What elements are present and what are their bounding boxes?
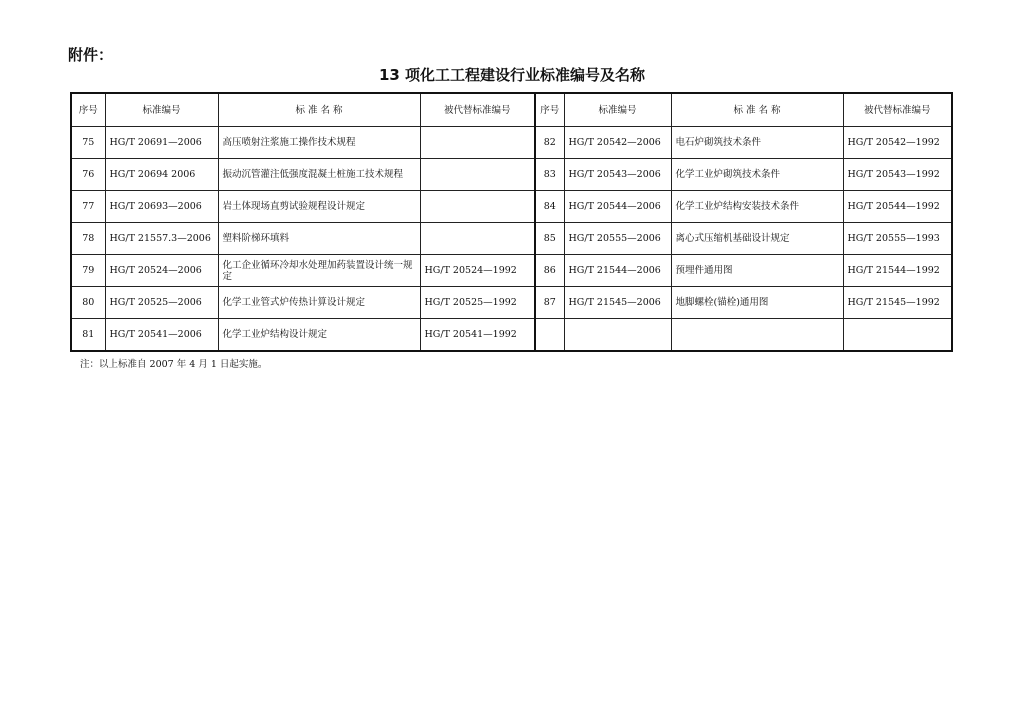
left-no-cell: 78 bbox=[71, 223, 105, 255]
attachment-label: 附件： bbox=[68, 46, 114, 64]
left-name-cell: 化学工业炉结构设计规定 bbox=[218, 319, 420, 352]
right-code-cell: HG/T 20544—2006 bbox=[564, 191, 671, 223]
right-no-cell: 82 bbox=[535, 127, 564, 159]
left-replaced-cell bbox=[420, 223, 535, 255]
left-replaced-cell: HG/T 20541—1992 bbox=[420, 319, 535, 352]
right-replaced-cell: HG/T 20555—1993 bbox=[843, 223, 952, 255]
left-replaced-cell bbox=[420, 127, 535, 159]
header-no-left: 序号 bbox=[71, 93, 105, 127]
header-name-right: 标 准 名 称 bbox=[671, 93, 843, 127]
right-name-cell: 化学工业炉结构安装技术条件 bbox=[671, 191, 843, 223]
left-replaced-cell bbox=[420, 159, 535, 191]
right-code-cell bbox=[564, 319, 671, 352]
left-no-cell: 79 bbox=[71, 255, 105, 287]
table-header-row bbox=[71, 93, 952, 127]
right-name-cell: 化学工业炉砌筑技术条件 bbox=[671, 159, 843, 191]
table-row bbox=[71, 287, 952, 319]
left-code-cell: HG/T 20691—2006 bbox=[105, 127, 218, 159]
standards-table bbox=[70, 92, 953, 352]
right-no-cell: 86 bbox=[535, 255, 564, 287]
right-name-cell: 电石炉砌筑技术条件 bbox=[671, 127, 843, 159]
left-name-cell: 岩土体现场直剪试验规程设计规定 bbox=[218, 191, 420, 223]
right-name-cell bbox=[671, 319, 843, 352]
left-no-cell: 81 bbox=[71, 319, 105, 352]
table-row bbox=[71, 223, 952, 255]
left-name-cell: 高压喷射注浆施工操作技术规程 bbox=[218, 127, 420, 159]
header-code-right: 标准编号 bbox=[564, 93, 671, 127]
left-code-cell: HG/T 20525—2006 bbox=[105, 287, 218, 319]
left-replaced-cell: HG/T 20525—1992 bbox=[420, 287, 535, 319]
document-title: 13 项化工工程建设行业标准编号及名称 bbox=[378, 66, 646, 84]
right-code-cell: HG/T 20542—2006 bbox=[564, 127, 671, 159]
header-no-right: 序号 bbox=[535, 93, 564, 127]
right-name-cell: 离心式压缩机基础设计规定 bbox=[671, 223, 843, 255]
right-no-cell: 87 bbox=[535, 287, 564, 319]
left-no-cell: 80 bbox=[71, 287, 105, 319]
left-name-cell: 化学工业管式炉传热计算设计规定 bbox=[218, 287, 420, 319]
left-no-cell: 76 bbox=[71, 159, 105, 191]
left-name-cell: 化工企业循环冷却水处理加药装置设计统一规定 bbox=[218, 255, 420, 287]
left-no-cell: 77 bbox=[71, 191, 105, 223]
right-name-cell: 地脚螺栓(锚栓)通用图 bbox=[671, 287, 843, 319]
left-replaced-cell bbox=[420, 191, 535, 223]
left-code-cell: HG/T 20693—2006 bbox=[105, 191, 218, 223]
right-replaced-cell: HG/T 20542—1992 bbox=[843, 127, 952, 159]
right-code-cell: HG/T 21544—2006 bbox=[564, 255, 671, 287]
header-replaced-right: 被代替标准编号 bbox=[843, 93, 952, 127]
right-replaced-cell: HG/T 20543—1992 bbox=[843, 159, 952, 191]
table-row bbox=[71, 159, 952, 191]
header-name-left: 标 准 名 称 bbox=[218, 93, 420, 127]
left-code-cell: HG/T 21557.3—2006 bbox=[105, 223, 218, 255]
table-row bbox=[71, 127, 952, 159]
right-replaced-cell bbox=[843, 319, 952, 352]
left-name-cell: 振动沉管灌注低强度混凝土桩施工技术规程 bbox=[218, 159, 420, 191]
table-row bbox=[71, 319, 952, 352]
right-replaced-cell: HG/T 21545—1992 bbox=[843, 287, 952, 319]
table-row bbox=[71, 255, 952, 287]
left-code-cell: HG/T 20524—2006 bbox=[105, 255, 218, 287]
right-no-cell: 83 bbox=[535, 159, 564, 191]
right-code-cell: HG/T 20555—2006 bbox=[564, 223, 671, 255]
right-code-cell: HG/T 21545—2006 bbox=[564, 287, 671, 319]
right-code-cell: HG/T 20543—2006 bbox=[564, 159, 671, 191]
footnote: 注：以上标准自 2007 年 4 月 1 日起实施。 bbox=[80, 359, 268, 370]
left-code-cell: HG/T 20541—2006 bbox=[105, 319, 218, 352]
left-code-cell: HG/T 20694 2006 bbox=[105, 159, 218, 191]
table-row bbox=[71, 191, 952, 223]
right-name-cell: 预埋件通用图 bbox=[671, 255, 843, 287]
right-no-cell bbox=[535, 319, 564, 352]
header-code-left: 标准编号 bbox=[105, 93, 218, 127]
left-name-cell: 塑料阶梯环填料 bbox=[218, 223, 420, 255]
left-replaced-cell: HG/T 20524—1992 bbox=[420, 255, 535, 287]
left-no-cell: 75 bbox=[71, 127, 105, 159]
right-replaced-cell: HG/T 21544—1992 bbox=[843, 255, 952, 287]
header-replaced-left: 被代替标准编号 bbox=[420, 93, 535, 127]
right-no-cell: 85 bbox=[535, 223, 564, 255]
right-replaced-cell: HG/T 20544—1992 bbox=[843, 191, 952, 223]
right-no-cell: 84 bbox=[535, 191, 564, 223]
